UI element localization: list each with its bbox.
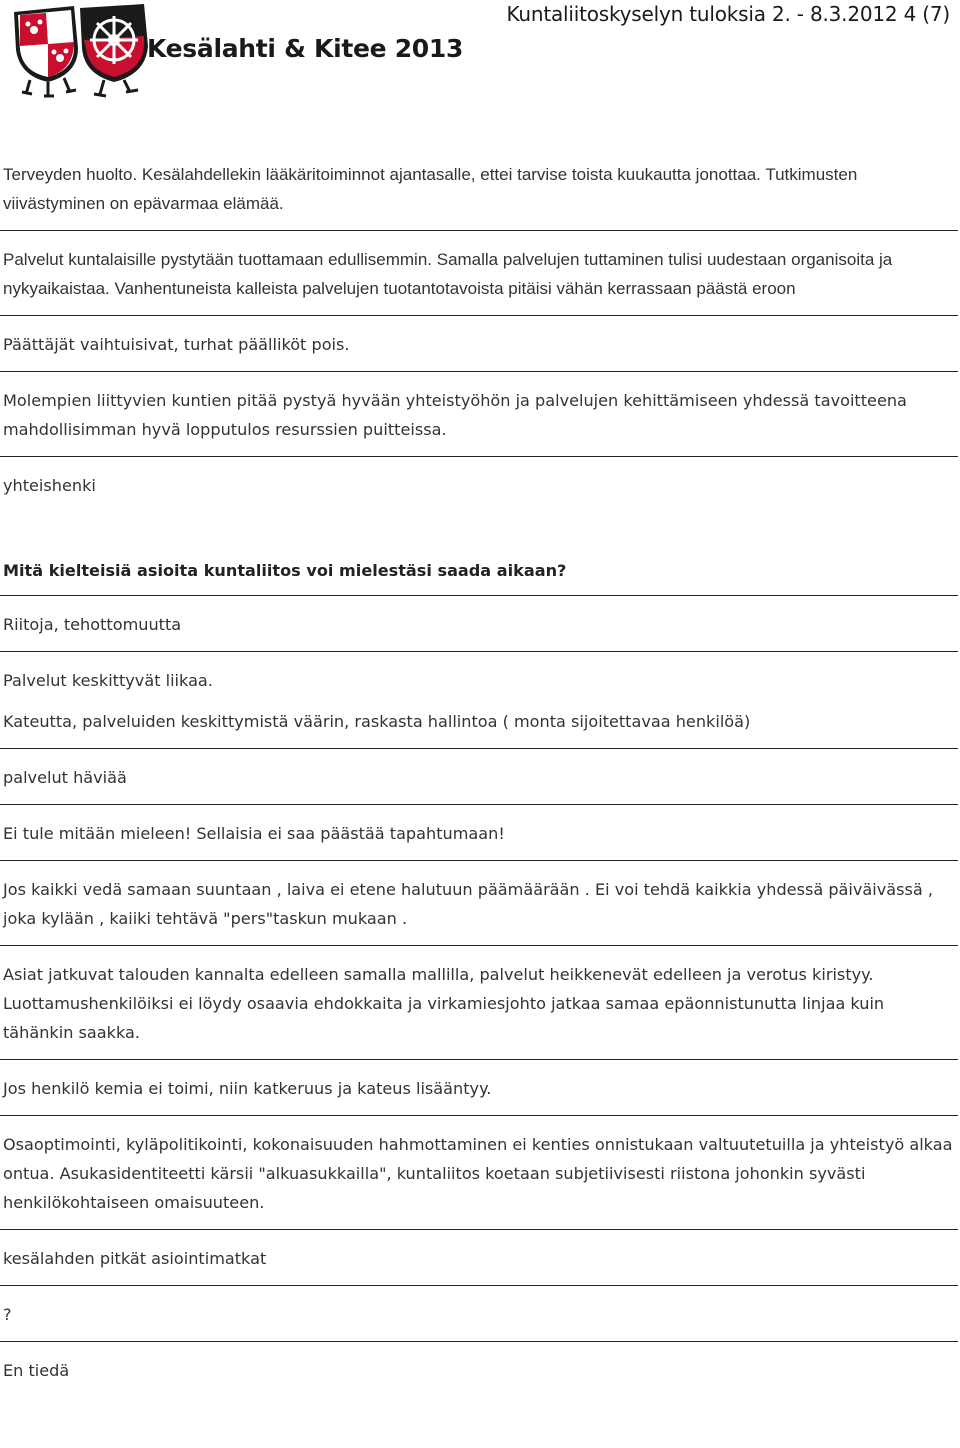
survey-responses — [0, 138, 958, 1397]
kitee-crest-icon — [80, 4, 148, 96]
response-item: yhteishenki — [0, 456, 958, 512]
response-item: Palvelut keskittyvät liikaa. — [0, 651, 958, 707]
response-item: ? — [0, 1285, 958, 1341]
response-item: palvelut häviää — [0, 748, 958, 804]
brand-title: Kesälahti & Kitee 2013 — [147, 34, 464, 63]
response-item: Ei tule mitään mieleen! Sellaisia ei saa päästää tapahtumaan! — [0, 804, 958, 860]
report-title: Kuntaliitoskyselyn tuloksia 2. - 8.3.2012 4 (7) — [506, 2, 950, 26]
response-item: Terveyden huolto. Kesälahdellekin lääkäritoiminnot ajantasalle, ettei tarvise toista kuukautta jonottaa. Tutkimusten viivästyminen on epävarmaa elämää. — [3, 165, 858, 213]
section-question: Mitä kielteisiä asioita kuntaliitos voi mielestäsi saada aikaan? — [3, 561, 567, 580]
response-item: Palvelut kuntalaisille pystytään tuottamaan edullisemmin. Samalla palvelujen tuttaminen tulisi uudestaan organisoita ja nykyaikaistaa. Vanhentuneista kalleista palvelujen tuotantotavoista pitäisi vähän kerrassaan päästä eroon — [0, 230, 958, 315]
response-item: Kateutta, palveluiden keskittymistä väärin, raskasta hallintoa ( monta sijoitettavaa henkilöä) — [3, 712, 751, 731]
response-item: Osaoptimointi, kyläpolitikointi, kokonaisuuden hahmottaminen ei kenties onnistukaan valtuutetuilla ja yhteistyö alkaa ontua. Asukasidentiteetti kärsii "alkuasukkailla", kuntaliitos koetaan subjetiivisesti riistona johonkin syvästi henkilökohtaiseen omaisuuteen. — [0, 1115, 958, 1229]
kesalahti-crest-icon — [14, 6, 78, 96]
response-item: En tiedä — [0, 1341, 958, 1397]
response-item: Molempien liittyvien kuntien pitää pystyä hyvään yhteistyöhön ja palvelujen kehittämiseen yhdessä tavoitteena mahdollisimman hyvä lopputulos resurssien puitteissa. — [0, 371, 958, 456]
response-item: Asiat jatkuvat talouden kannalta edelleen samalla mallilla, palvelut heikkenevät edelleen ja verotus kiristyy. Luottamushenkilöiksi ei löydy osaavia ehdokkaita ja virkamiesjohto jatkaa samaa epäonnistunutta linjaa kuin tähänkin saakka. — [0, 945, 958, 1059]
response-item: Riitoja, tehottomuutta — [0, 595, 958, 651]
response-item: Jos henkilö kemia ei toimi, niin katkeruus ja kateus lisääntyy. — [0, 1059, 958, 1115]
page-header — [0, 0, 960, 110]
response-item: Jos kaikki vedä samaan suuntaan , laiva ei etene halutuun päämäärään . Ei voi tehdä kaikkia yhdessä päiväivässä , joka kylään , kaiiki tehtävä "pers"taskun mukaan . — [0, 860, 958, 945]
response-item: kesälahden pitkät asiointimatkat — [0, 1229, 958, 1285]
response-item: Päättäjät vaihtuisivat, turhat päälliköt pois. — [0, 315, 958, 371]
municipal-crests-logo — [8, 0, 152, 98]
